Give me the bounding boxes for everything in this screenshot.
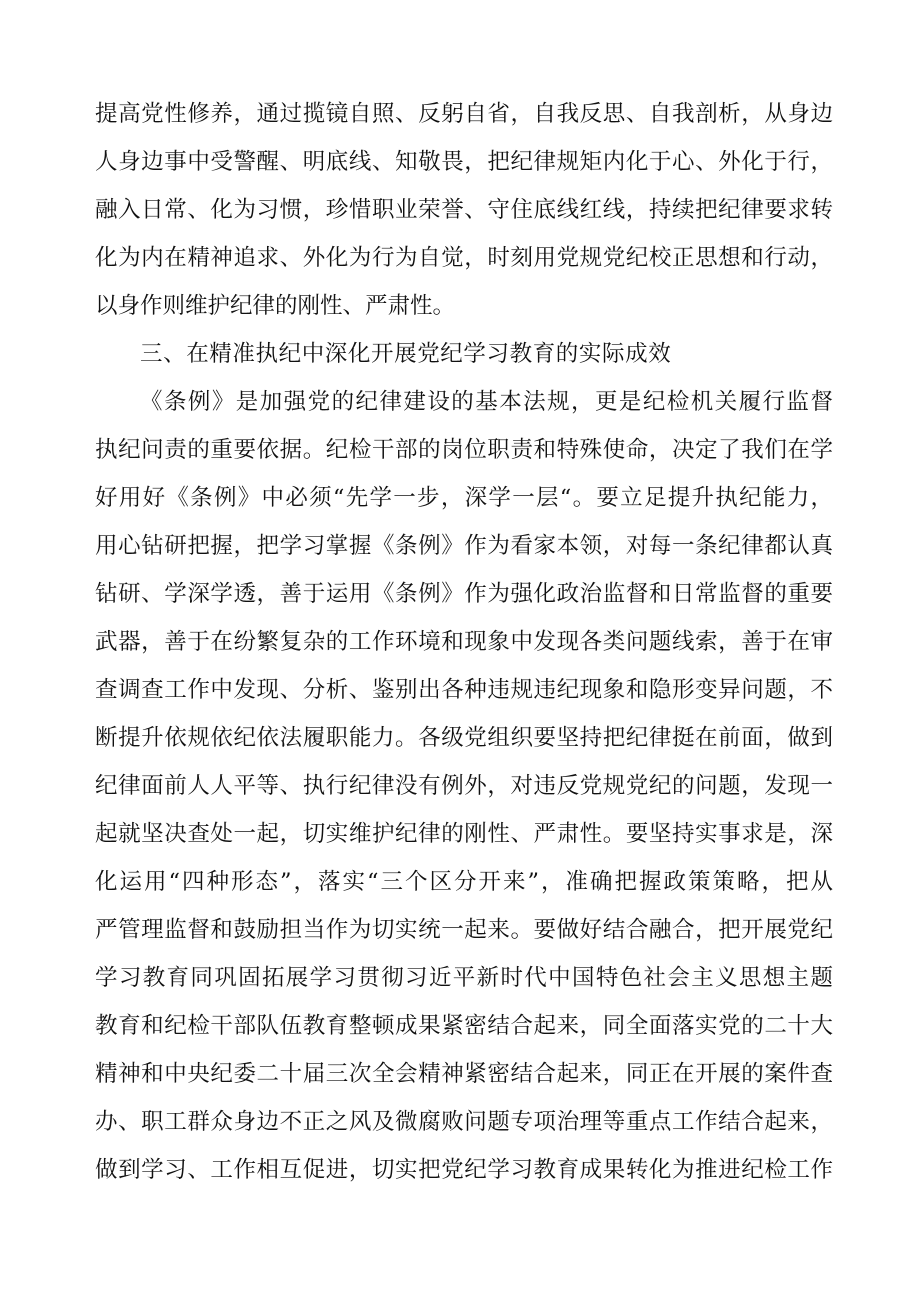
para2-line-11: 化运用“四种形态”，落实“三个区分开来”，准确把握政策策略，把从: [95, 869, 833, 895]
para2-line-10: 起就坚决查处一起，切实维护纪律的刚性、严肃性。要坚持实事求是，深: [95, 821, 833, 847]
para1-line-4: 化为内在精神追求、外化为行为自觉，时刻用党规党纪校正思想和行动，: [95, 245, 833, 271]
para2-line-12: 严管理监督和鼓励担当作为切实统一起来。要做好结合融合，把开展党纪: [95, 917, 833, 943]
para1-line-3: 融入日常、化为习惯，珍惜职业荣誉、守住底线红线，持续把纪律要求转: [95, 197, 833, 223]
para2-line-13: 学习教育同巩固拓展学习贯彻习近平新时代中国特色社会主义思想主题: [95, 965, 833, 991]
para2-line-14: 教育和纪检干部队伍教育整顿成果紧密结合起来，同全面落实党的二十大: [95, 1013, 833, 1039]
para2-line-7: 查调查工作中发现、分析、鉴别出各种违规违纪现象和隐形变异问题，不: [95, 677, 833, 703]
para2-line-17: 做到学习、工作相互促进，切实把党纪学习教育成果转化为推进纪检工作: [95, 1157, 833, 1183]
para2-line-1: 《条例》是加强党的纪律建设的基本法规，更是纪检机关履行监督: [140, 389, 833, 415]
para2-line-6: 武器，善于在纷繁复杂的工作环境和现象中发现各类问题线索，善于在审: [95, 629, 833, 655]
para2-line-5: 钻研、学深学透，善于运用《条例》作为强化政治监督和日常监督的重要: [95, 581, 833, 607]
para1-line-2: 人身边事中受警醒、明底线、知敬畏，把纪律规矩内化于心、外化于行，: [95, 149, 833, 175]
para2-line-3: 好用好《条例》中必须“先学一步，深学一层“。要立足提升执纪能力，: [95, 485, 833, 511]
para1-line-1: 提高党性修养，通过揽镜自照、反躬自省，自我反思、自我剖析，从身边: [95, 101, 833, 127]
para2-line-16: 办、职工群众身边不正之风及微腐败问题专项治理等重点工作结合起来，: [95, 1109, 833, 1135]
para2-line-4: 用心钻研把握，把学习掌握《条例》作为看家本领，对每一条纪律都认真: [95, 533, 833, 559]
para1-line-5: 以身作则维护纪律的刚性、严肃性。: [95, 293, 456, 319]
para2-line-15: 精神和中央纪委二十届三次全会精神紧密结合起来，同正在开展的案件查: [95, 1061, 833, 1087]
section-heading: 三、在精准执纪中深化开展党纪学习教育的实际成效: [140, 341, 672, 367]
para2-line-9: 纪律面前人人平等、执行纪律没有例外，对违反党规党纪的问题，发现一: [95, 773, 833, 799]
para2-line-2: 执纪问责的重要依据。纪检干部的岗位职责和特殊使命，决定了我们在学: [95, 437, 833, 463]
para2-line-8: 断提升依规依纪依法履职能力。各级党组织要坚持把纪律挺在前面，做到: [95, 725, 833, 751]
